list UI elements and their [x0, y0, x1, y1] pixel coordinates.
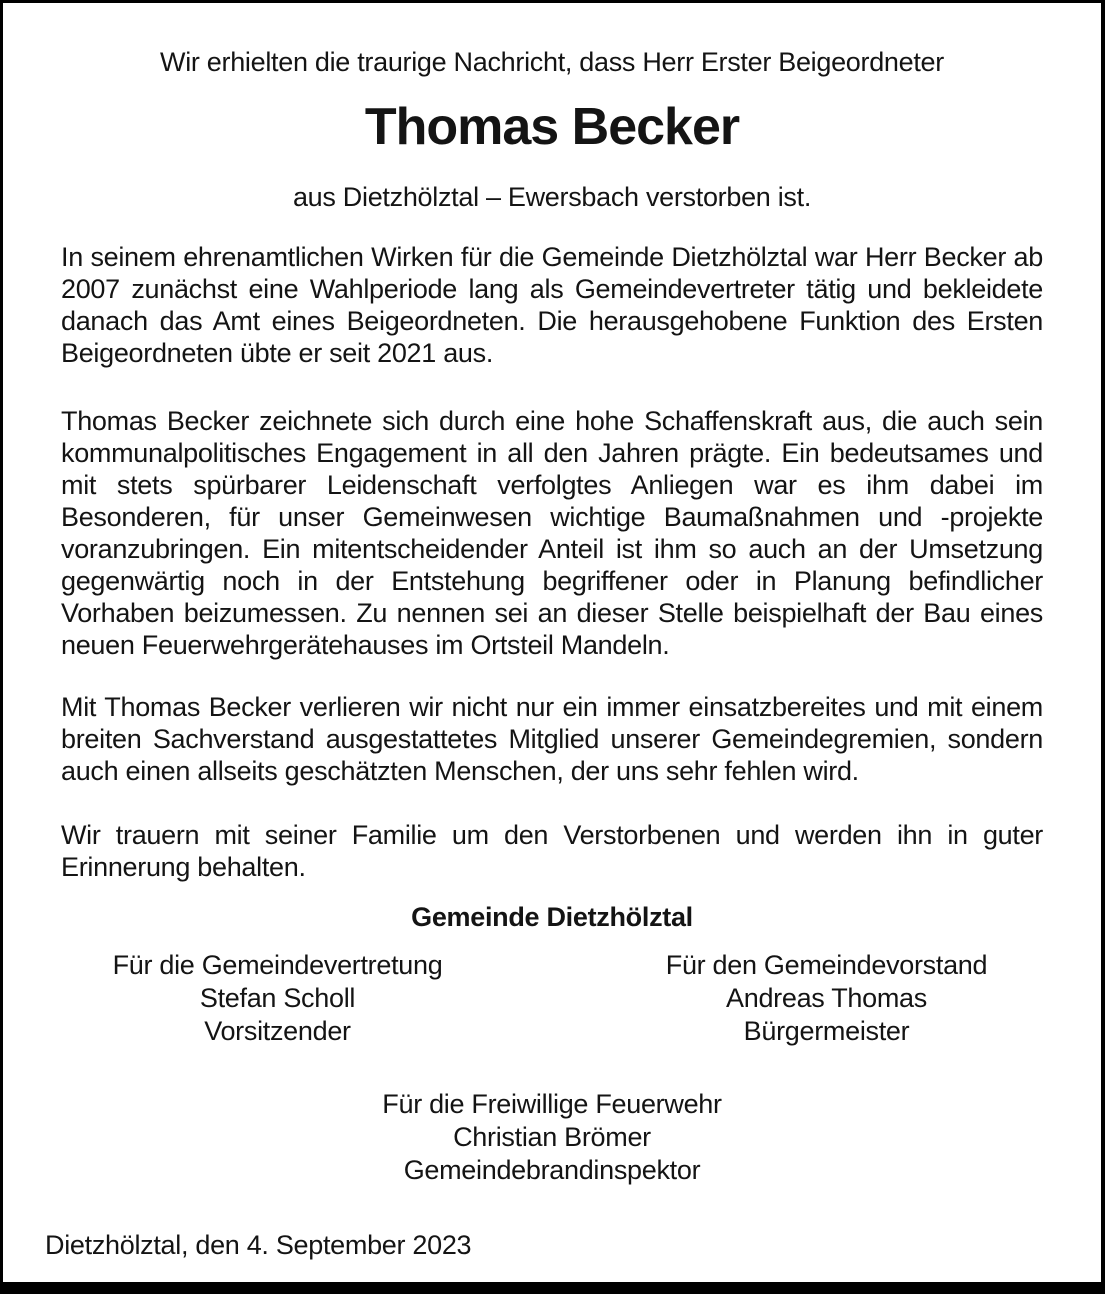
signature-feuerwehr	[3, 1088, 1101, 1187]
subtitle-line: aus Dietzhölztal – Ewersbach verstorben ist.	[292, 182, 812, 212]
signature-person-name: Andreas Thomas	[726, 983, 927, 1013]
signature-role: Für den Gemeindevorstand	[665, 950, 988, 980]
signature-person-name: Christian Brömer	[453, 1122, 651, 1152]
deceased-name: Thomas Becker	[364, 98, 740, 156]
paragraph-loss: Mit Thomas Becker verlieren wir nicht nur ein immer einsatzbereites und mit einem breiten Sachverstand ausgestattetes Mitglied unserer Gemeindegremien, sondern auch einen allseits geschätzten Menschen, der uns sehr fehlen wird.	[61, 692, 1043, 786]
signature-role: Für die Freiwillige Feuerwehr	[382, 1089, 722, 1119]
paragraph-service-history: In seinem ehrenamtlichen Wirken für die Gemeinde Dietzhölztal war Herr Becker ab 2007 zunächst eine Wahlperiode lang als Gemeindevertreter tätig und bekleidete danach das Amt eines Beigeordneten. Die herausgehobene Funktion des Ersten Beigeordneten übte er seit 2021 aus.	[61, 242, 1043, 368]
signature-person-title: Bürgermeister	[743, 1016, 910, 1046]
signature-row	[3, 949, 1101, 1048]
signature-person-name: Stefan Scholl	[199, 983, 356, 1013]
signature-gemeindevertretung	[3, 949, 552, 1048]
paragraph-mourning: Wir trauern mit seiner Familie um den Verstorbenen und werden ihn in guter Erinnerung behalten.	[61, 820, 1043, 882]
dateline: Dietzhölztal, den 4. September 2023	[45, 1230, 472, 1260]
signature-person-title: Gemeindebrandinspektor	[403, 1155, 701, 1185]
intro-line: Wir erhielten die traurige Nachricht, dass Herr Erster Beigeordneter	[160, 47, 944, 77]
obituary-page	[3, 3, 1101, 1282]
organization-name: Gemeinde Dietzhölztal	[411, 902, 693, 932]
signature-role: Für die Gemeindevertretung	[112, 950, 443, 980]
signature-person-title: Vorsitzender	[204, 1016, 351, 1046]
paragraph-achievements: Thomas Becker zeichnete sich durch eine hohe Schaffenskraft aus, die auch sein kommunalpolitisches Engagement in all den Jahren prägte. Ein bedeutsames und mit stets spürbarer Leidenschaft verfolgtes Anliegen war es ihm dabei im Besonderen, für unser Gemeinwesen wichtige Baumaßnahmen und -projekte voranzubringen. Ein mitentscheidender Anteil ist ihm so auch an der Umsetzung gegenwärtig noch in der Entstehung begriffener oder in Planung befindlicher Vorhaben beizumessen. Zu nennen sei an dieser Stelle beispielhaft der Bau eines neuen Feuerwehrgerätehauses im Ortsteil Mandeln.	[61, 406, 1043, 660]
signature-gemeindevorstand	[552, 949, 1101, 1048]
